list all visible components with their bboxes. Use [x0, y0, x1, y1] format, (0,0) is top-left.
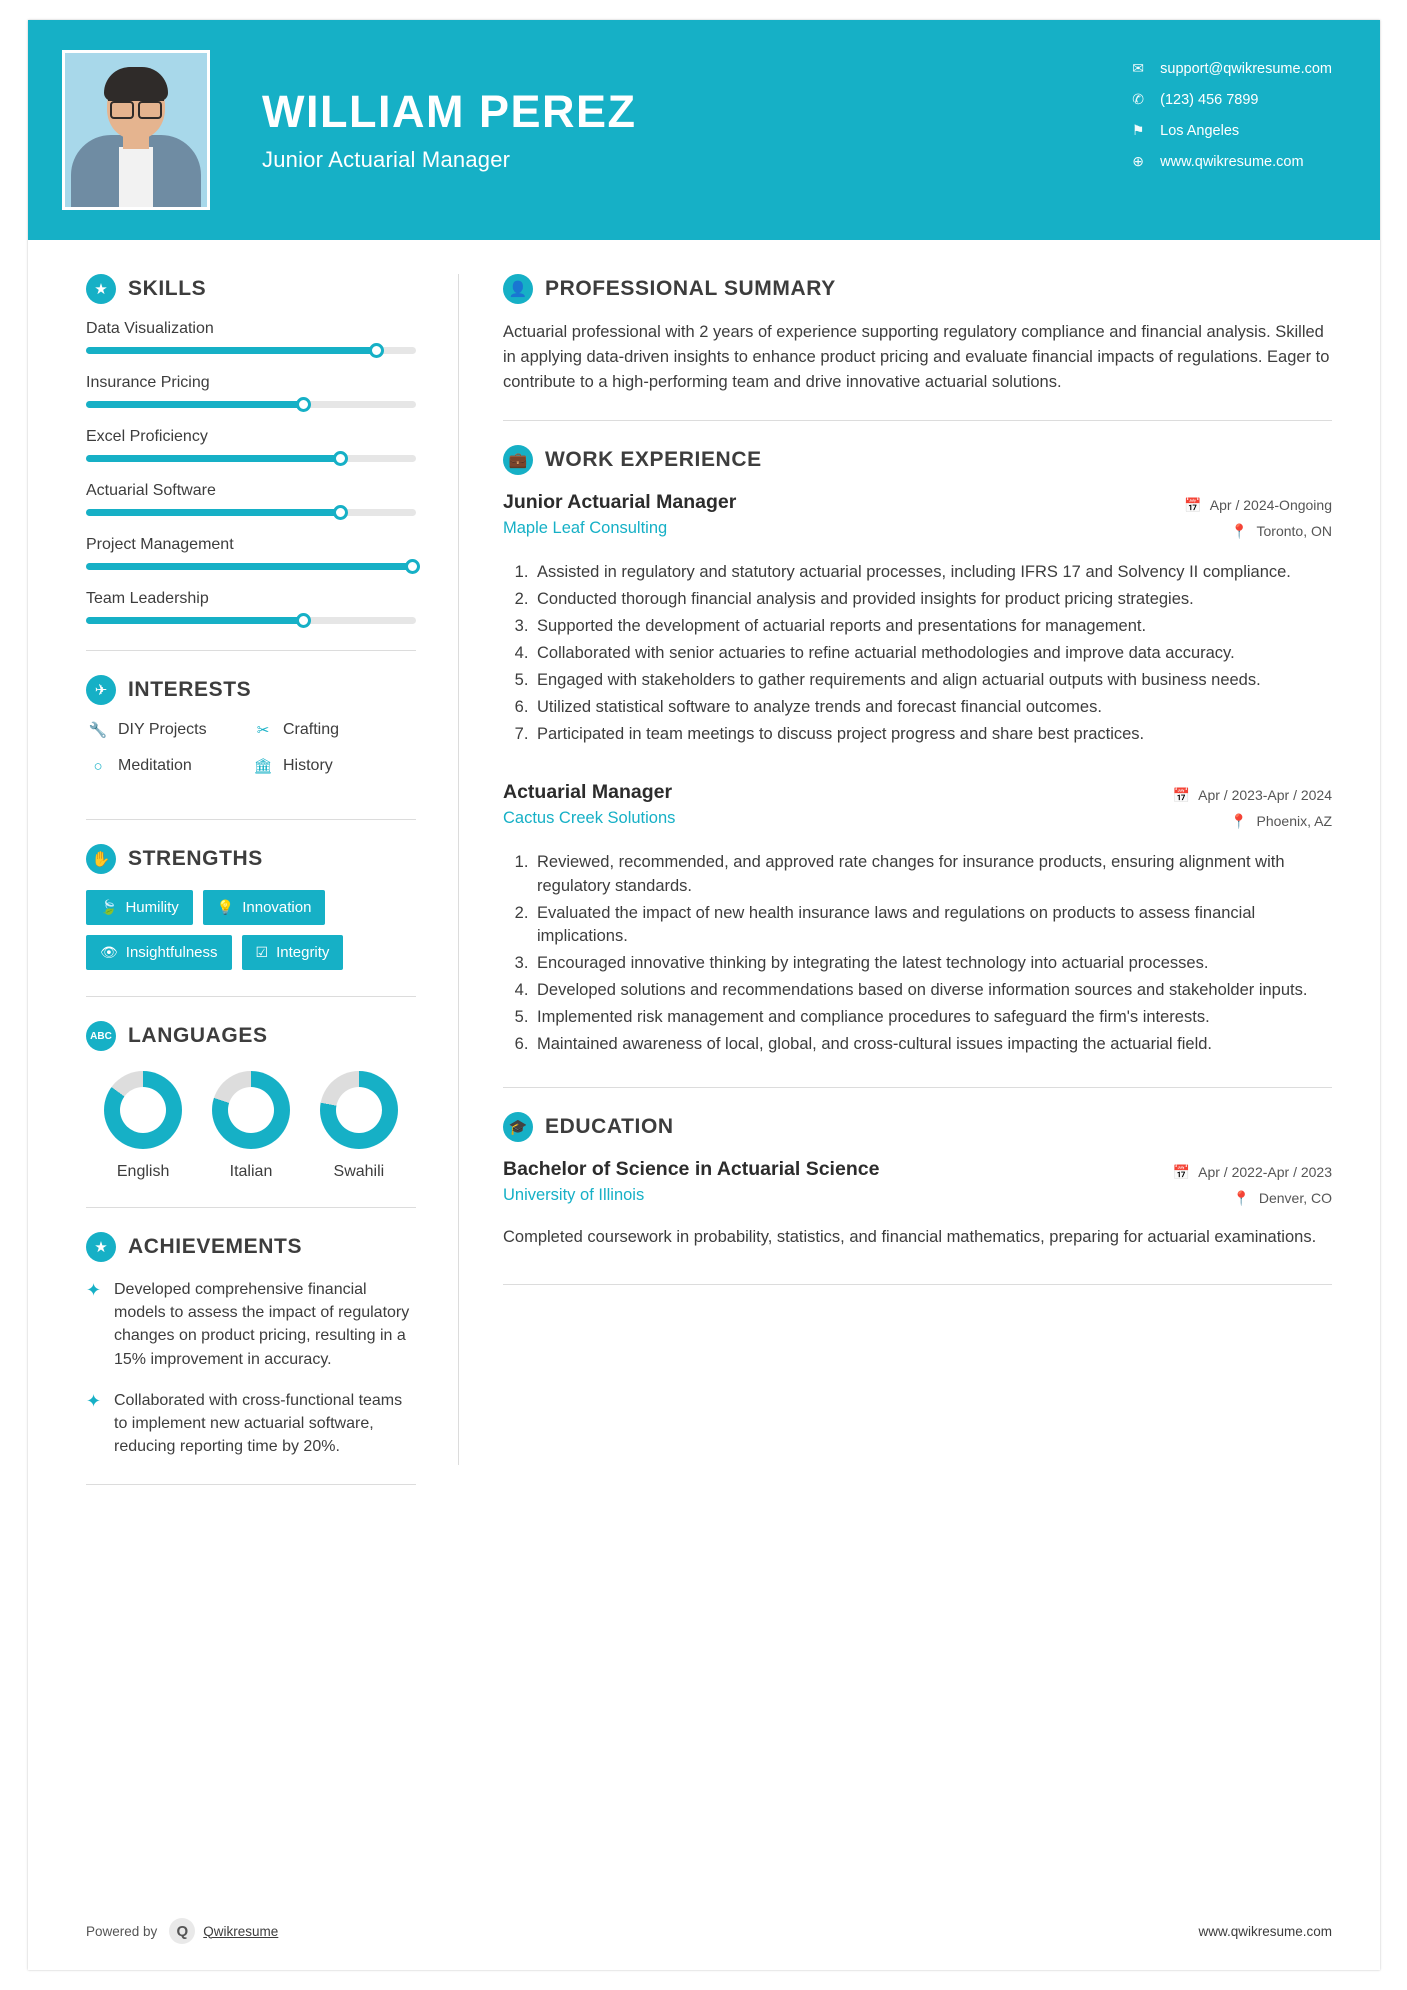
experience-item [503, 491, 1332, 746]
job-company: Cactus Creek Solutions [503, 808, 676, 827]
skill-item [86, 590, 416, 624]
contact-email[interactable] [1126, 60, 1332, 77]
star-bullet-icon: ✦ [86, 1390, 102, 1411]
language-item [198, 1071, 304, 1181]
language-donut [320, 1071, 398, 1149]
check-square-icon: ☑ [255, 944, 269, 960]
job-role: Actuarial Manager [503, 780, 673, 803]
education-dates: 📅 Apr / 2022-Apr / 2023 [1172, 1164, 1332, 1181]
job-bullet: 5. Engaged with stakeholders to gather requirements and align actuarial outputs with business needs. [533, 669, 1332, 693]
skill-label: Data Visualization [86, 320, 214, 337]
section-title-experience: WORK EXPERIENCE [545, 448, 762, 472]
skill-item [86, 536, 416, 570]
education-description: Completed coursework in probability, statistics, and financial mathematics, preparing for actuarial examinations. [503, 1228, 1317, 1247]
divider [86, 1484, 416, 1485]
skill-item [86, 374, 416, 408]
star-bullet-icon: ✦ [86, 1280, 102, 1300]
calendar-icon: 📅 [1184, 497, 1202, 514]
skill-label: Actuarial Software [86, 482, 216, 499]
qwikresume-brand-link[interactable]: Qwikresume [203, 1923, 279, 1939]
strength-chip [86, 935, 232, 970]
abc-icon: ABC [86, 1021, 116, 1051]
graduation-icon: 🎓 [503, 1112, 533, 1142]
user-icon: 👤 [503, 274, 533, 304]
job-bullets [503, 851, 1332, 1057]
divider [503, 1284, 1332, 1285]
fist-icon: ✋ [86, 844, 116, 874]
achievement-text: Developed comprehensive financial models to assess the impact of regulatory changes on product pricing, resulting in a 15% improvement in accuracy. [114, 1281, 410, 1368]
job-dates: 📅 Apr / 2024-Ongoing [1184, 497, 1332, 514]
strength-label: Integrity [276, 944, 330, 961]
achievement-text: Collaborated with cross-functional teams to implement new actuarial software, reducing reporting time by 20%. [114, 1391, 403, 1456]
language-item [306, 1071, 412, 1181]
eye-icon: 👁 [100, 944, 118, 960]
interest-item [251, 721, 416, 739]
job-dates: 📅 Apr / 2023-Apr / 2024 [1172, 786, 1332, 803]
job-bullet: 6. Maintained awareness of local, global, and cross-cultural issues impacting the actuarial field. [533, 1033, 1332, 1057]
location-pin-icon: 📍 [1230, 812, 1248, 829]
divider [86, 650, 416, 651]
section-experience [503, 445, 1332, 1057]
avatar [62, 50, 210, 210]
section-title-interests: INTERESTS [128, 678, 252, 701]
section-interests [86, 675, 416, 793]
education-location: 📍 Denver, CO [1232, 1190, 1332, 1207]
powered-by-label: Powered by [86, 1923, 158, 1939]
language-donut [212, 1071, 290, 1149]
contact-phone-value: (123) 456 7899 [1160, 91, 1259, 108]
skill-bar[interactable] [86, 509, 416, 516]
job-bullet: 2. Evaluated the impact of new health insurance laws and regulations on products to assess financial implications. [533, 902, 1332, 950]
language-item [90, 1071, 196, 1181]
job-bullets [503, 561, 1332, 746]
contact-email-value: support@qwikresume.com [1160, 60, 1332, 77]
contact-location-value: Los Angeles [1160, 122, 1240, 139]
language-donut [104, 1071, 182, 1149]
candidate-name: WILLIAM PEREZ [262, 86, 637, 138]
section-title-education: EDUCATION [545, 1115, 674, 1139]
skill-bar[interactable] [86, 563, 416, 570]
divider [86, 1207, 416, 1208]
contact-website-value: www.qwikresume.com [1160, 153, 1304, 170]
interest-item [86, 757, 251, 775]
language-label: English [116, 1163, 170, 1180]
divider [503, 420, 1332, 421]
interest-label: Crafting [283, 721, 340, 738]
skill-label: Insurance Pricing [86, 374, 210, 391]
name-block [262, 87, 636, 173]
circle-icon: ○ [93, 757, 103, 775]
left-column [28, 240, 458, 1485]
location-pin-icon: 📍 [1232, 1190, 1250, 1207]
job-company: Maple Leaf Consulting [503, 519, 668, 538]
interest-item [86, 721, 251, 739]
wrench-icon: 🔧 [88, 722, 108, 739]
interest-label: History [283, 757, 333, 774]
divider [86, 996, 416, 997]
education-school: University of Illinois [503, 1186, 645, 1205]
achievement-item [86, 1389, 416, 1459]
location-pin-icon: 📍 [1230, 523, 1248, 540]
resume-header [28, 20, 1380, 240]
interest-label: Meditation [118, 757, 192, 774]
resume-body [28, 240, 1380, 1485]
section-languages [86, 1021, 416, 1181]
interest-label: DIY Projects [118, 721, 207, 738]
section-title-achievements: ACHIEVEMENTS [128, 1235, 303, 1258]
location-pin-icon: ⚑ [1131, 122, 1145, 138]
skill-item [86, 482, 416, 516]
contact-phone[interactable] [1126, 91, 1332, 108]
skill-item [86, 428, 416, 462]
skill-bar[interactable] [86, 347, 416, 354]
section-title-strengths: STRENGTHS [128, 847, 263, 870]
skill-label: Team Leadership [86, 590, 209, 607]
language-label: Swahili [333, 1163, 385, 1180]
job-bullet: 5. Implemented risk management and compliance procedures to safeguard the firm's interests. [533, 1006, 1332, 1030]
contact-website[interactable] [1126, 153, 1332, 170]
leaf-icon: 🍃 [100, 899, 118, 915]
lightbulb-icon: ★ [86, 274, 116, 304]
job-bullet: 3. Supported the development of actuarial reports and presentations for management. [533, 615, 1332, 639]
education-degree: Bachelor of Science in Actuarial Science [503, 1158, 880, 1181]
summary-text: Actuarial professional with 2 years of experience supporting regulatory compliance and financial analysis. Skilled in applying data-driven insights to enhance product pricing and evaluate financial impacts of regulations. Eager to contribute to a high-performing team and drive innovative actuarial solutions. [503, 323, 1330, 391]
page-footer [28, 1918, 1380, 1944]
strength-label: Innovation [242, 899, 312, 916]
contact-location [1126, 122, 1332, 139]
strength-label: Humility [125, 899, 179, 916]
divider [503, 1087, 1332, 1088]
strength-chip [242, 935, 344, 970]
candidate-title: Junior Actuarial Manager [262, 146, 511, 172]
envelope-icon: ✉ [1132, 60, 1144, 76]
strength-label: Insightfulness [125, 944, 218, 961]
bank-icon: 🏛 [253, 758, 273, 775]
scissors-icon: ✂ [256, 722, 270, 739]
phone-icon: ✆ [1132, 91, 1144, 107]
job-bullet: 4. Developed solutions and recommendations based on diverse information sources and stakeholder inputs. [533, 979, 1332, 1003]
calendar-icon: 📅 [1172, 1164, 1190, 1181]
skill-bar[interactable] [86, 617, 416, 624]
skill-bar[interactable] [86, 455, 416, 462]
job-bullet: 4. Collaborated with senior actuaries to refine actuarial methodologies and improve data accuracy. [533, 642, 1332, 666]
section-education [503, 1112, 1332, 1250]
section-title-skills: SKILLS [128, 277, 207, 300]
bulb-icon: 💡 [216, 899, 235, 915]
skill-label: Excel Proficiency [86, 428, 208, 445]
right-column [459, 240, 1380, 1485]
language-label: Italian [229, 1163, 273, 1180]
strength-chip [203, 890, 326, 925]
section-strengths [86, 844, 416, 970]
footer-url[interactable]: www.qwikresume.com [1198, 1923, 1332, 1939]
divider [86, 819, 416, 820]
contact-list [1126, 60, 1332, 184]
section-skills [86, 274, 416, 624]
star-icon: ★ [86, 1232, 116, 1262]
paper-plane-icon: ✈ [86, 675, 116, 705]
resume-page [28, 20, 1380, 1970]
achievement-item [86, 1278, 416, 1371]
qwikresume-logo-icon: Q [169, 1918, 195, 1944]
skill-bar[interactable] [86, 401, 416, 408]
powered-by [86, 1918, 278, 1944]
job-bullet: 1. Assisted in regulatory and statutory actuarial processes, including IFRS 17 and Solvency II compliance. [533, 561, 1332, 585]
job-bullet: 2. Conducted thorough financial analysis and provided insights for product pricing strategies. [533, 588, 1332, 612]
strength-chip [86, 890, 193, 925]
interest-item [251, 757, 416, 775]
job-role: Junior Actuarial Manager [503, 491, 737, 514]
job-bullet: 1. Reviewed, recommended, and approved rate changes for insurance products, ensuring alignment with regulatory standards. [533, 851, 1332, 899]
section-title-summary: PROFESSIONAL SUMMARY [545, 277, 836, 300]
section-achievements [86, 1232, 416, 1458]
skill-label: Project Management [86, 536, 234, 553]
globe-icon: ⊕ [1132, 153, 1144, 169]
job-location: 📍 Toronto, ON [1230, 523, 1332, 540]
job-bullet: 6. Utilized statistical software to analyze trends and forecast financial outcomes. [533, 696, 1332, 720]
section-title-languages: LANGUAGES [128, 1024, 268, 1047]
skill-item [86, 320, 416, 354]
job-bullet: 7. Participated in team meetings to discuss project progress and share best practices. [533, 723, 1332, 747]
briefcase-icon: 💼 [503, 445, 533, 475]
section-summary [503, 274, 1332, 394]
job-bullet: 3. Encouraged innovative thinking by integrating the latest technology into actuarial processes. [533, 952, 1332, 976]
experience-item [503, 781, 1332, 1057]
job-location: 📍 Phoenix, AZ [1230, 812, 1332, 829]
calendar-icon: 📅 [1172, 786, 1190, 803]
